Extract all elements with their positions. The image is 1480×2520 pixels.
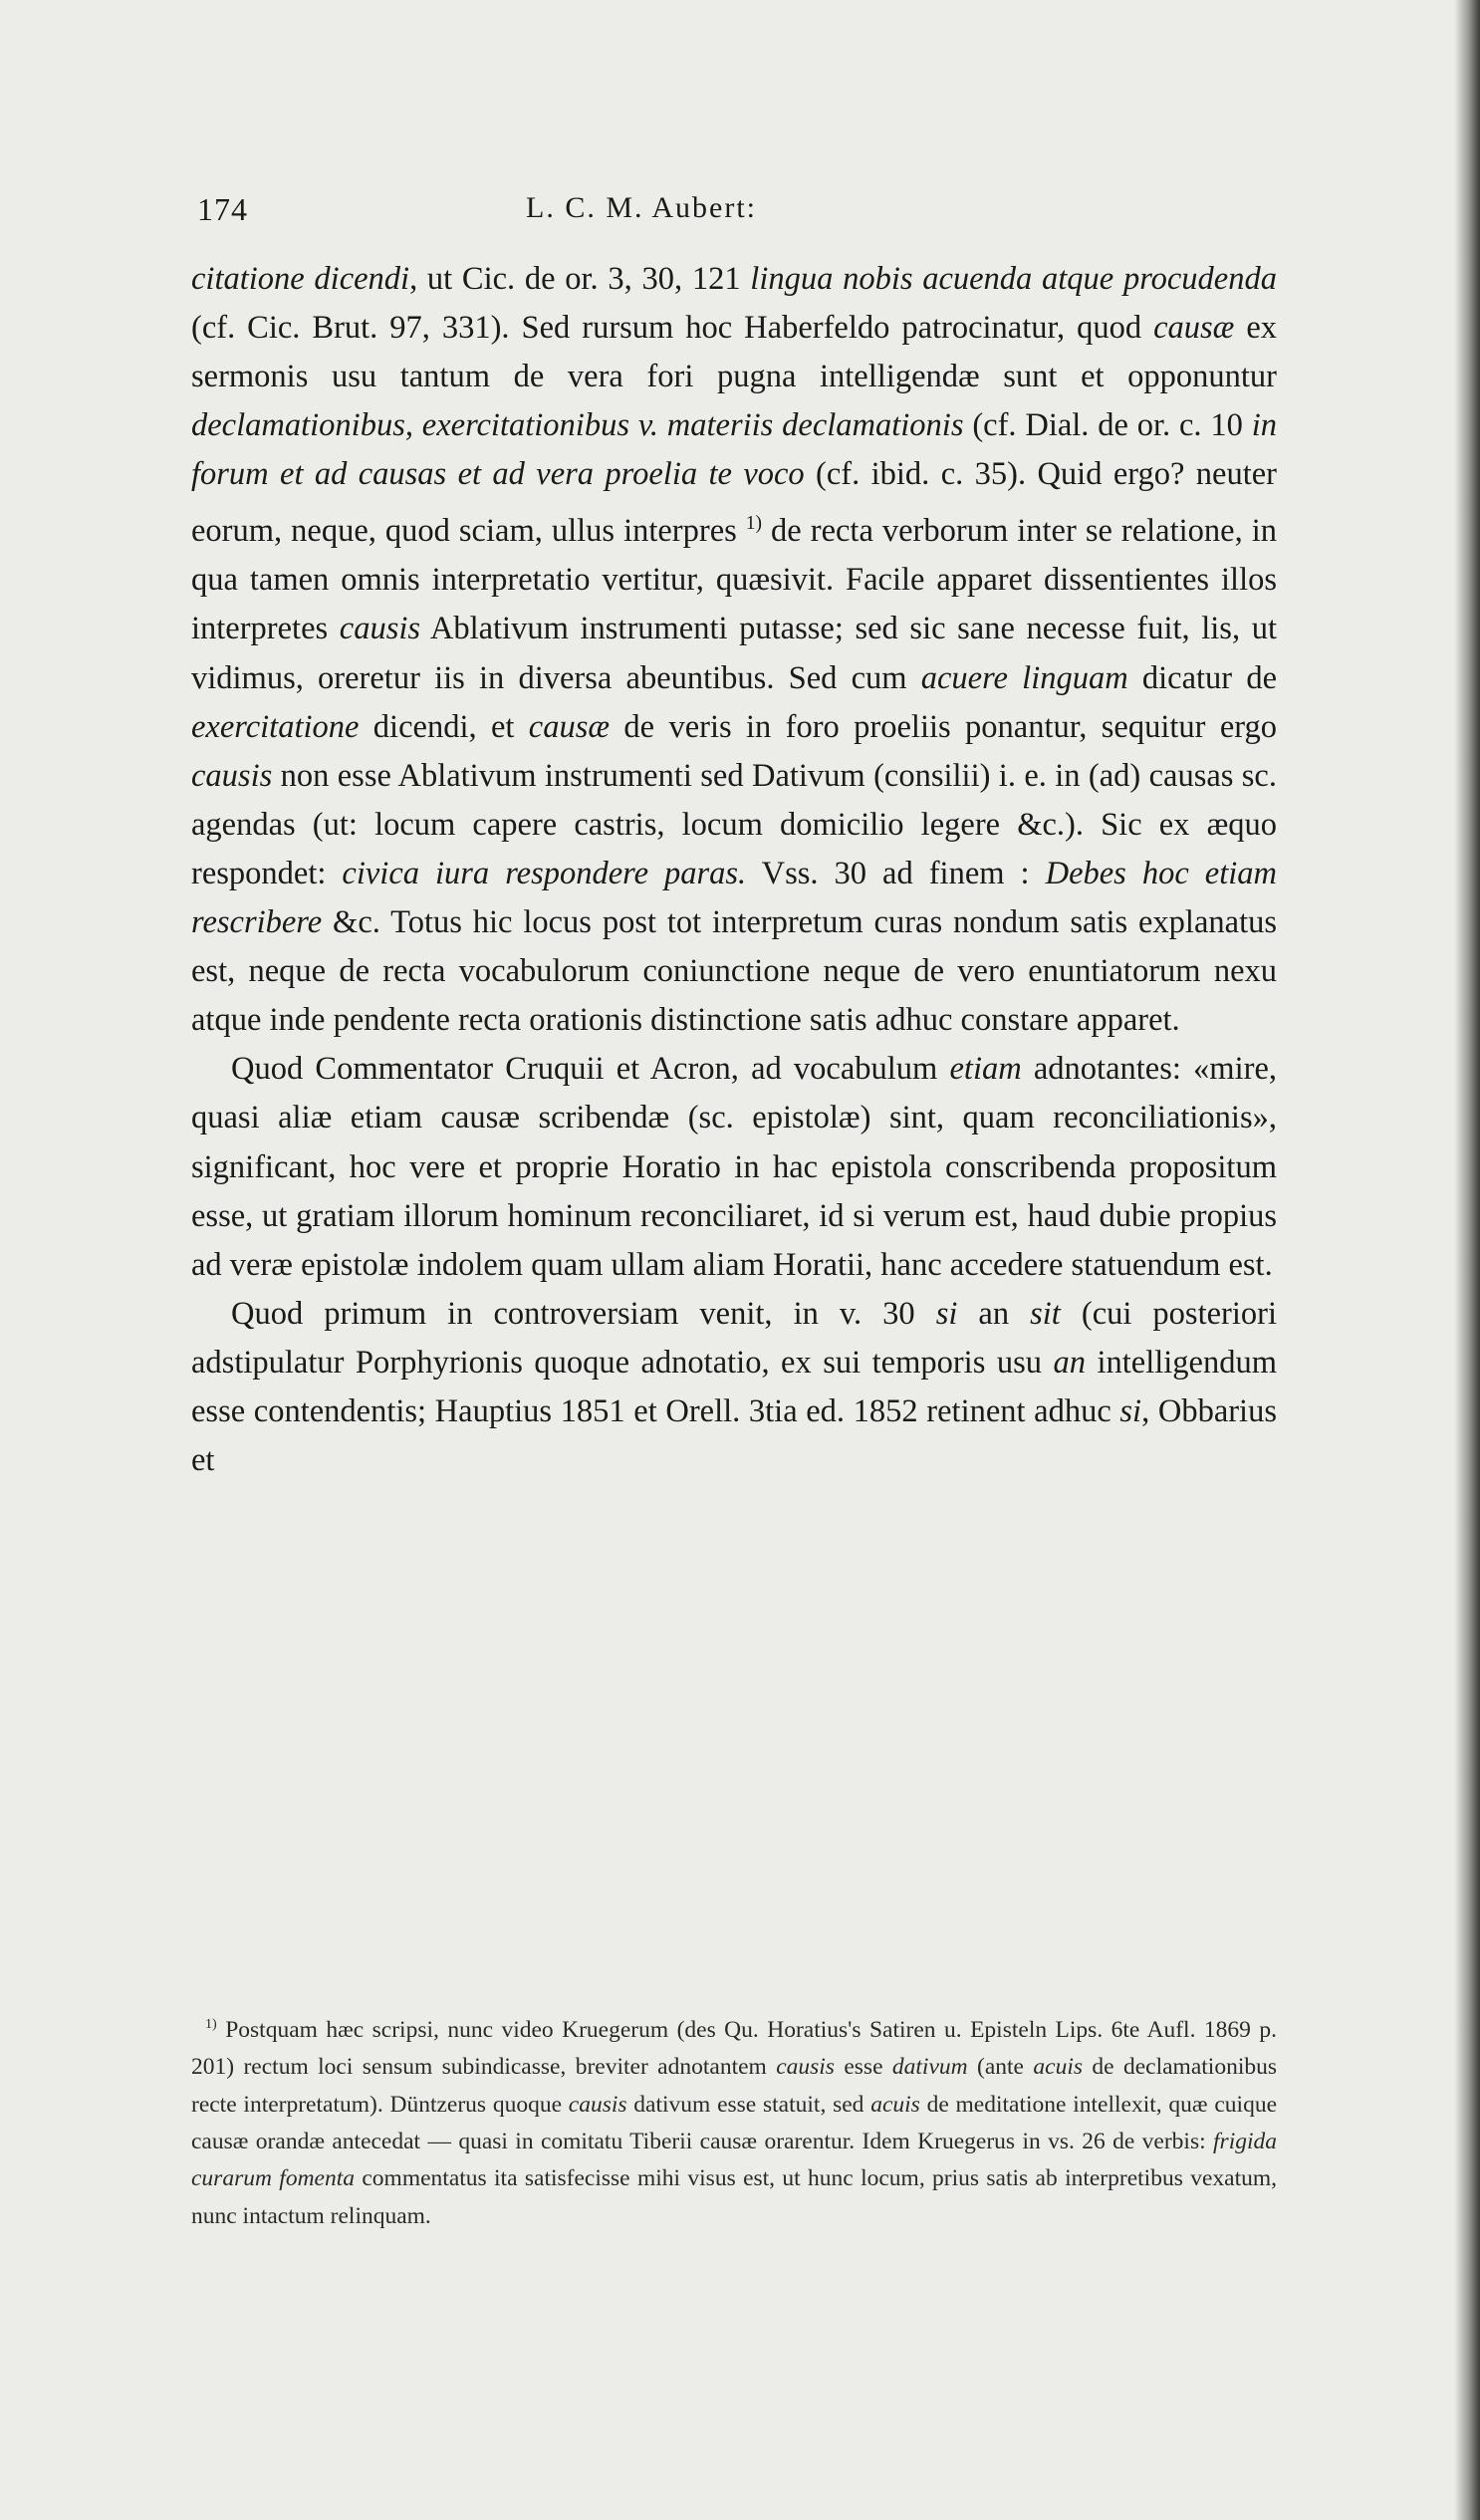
text-run: ex sermonis usu tantum de vera fori pugna intelligendæ sunt et opponuntur	[191, 310, 1277, 395]
italic-run: etiam	[949, 1051, 1022, 1088]
italic-run: causis	[568, 2091, 627, 2118]
italic-run: an	[1053, 1344, 1086, 1381]
text-run: an	[957, 1295, 1031, 1332]
italic-run: acuis	[1033, 2054, 1083, 2081]
italic-run: causis	[776, 2054, 835, 2081]
page-number: 174	[197, 191, 248, 227]
text-run: , ut Cic. de or. 3, 30, 121	[409, 261, 751, 297]
text-run: de recta verborum inter se relatione, in qua tamen omnis interpretatio vertitur, quæsivit. Facile apparet dissentientes illos interpretes	[191, 513, 1278, 647]
text-run: Vss. 30 ad finem :	[746, 855, 1046, 891]
italic-run: citatione dicendi	[191, 261, 410, 297]
italic-run: dativum	[891, 2054, 968, 2081]
italic-run: causæ	[528, 708, 611, 745]
text-run: dicendi, et	[359, 708, 529, 745]
text-run: adnotantes: «mire, quasi aliæ etiam causæ scribendæ (sc. epistolæ) sint, quam reconciliationis», significant, hoc vere et proprie Horatio in hac epistola conscribenda propositum esse, ut gratiam illorum hominum reconciliaret, id si verum est, haud dubie propius ad veræ epistolæ indolem quam ullam aliam Horatii, hanc accedere statuendum est.	[191, 1051, 1277, 1283]
text-run: Quod Commentator Cruquii et Acron, ad vocabulum	[231, 1051, 950, 1088]
italic-run: causæ	[1153, 310, 1235, 347]
italic-run: acuis	[870, 2091, 920, 2118]
text-run: Quod primum in controversiam venit, in v. 30	[231, 1295, 936, 1332]
italic-run: si	[935, 1295, 958, 1332]
italic-run: civica iura respondere paras.	[342, 855, 747, 891]
text-run: Postquam hæc scripsi, nunc video Kruegerum (des Qu. Horatius's Satiren u. Episteln Lips. 6te Aufl. 1869 p. 201) rectum loci sensum subindicasse, breviter adnotantem	[191, 2016, 1277, 2081]
italic-run: declamationibus, exercitationibus v. materiis declamationis	[191, 407, 964, 444]
text-run: dicatur de	[1127, 659, 1277, 696]
italic-run: exercitatione	[191, 708, 360, 745]
footnote-1	[191, 2006, 1277, 2235]
text-run: de veris in foro proeliis ponantur, sequitur ergo	[610, 708, 1277, 745]
text-run: commentatus ita satisfecisse mihi visus est, ut hunc locum, prius satis ab interpretibus vexatum, nunc intactum relinquam.	[191, 2165, 1277, 2229]
italic-run: acuere linguam	[920, 659, 1128, 696]
footnote-marker: 1)	[205, 2016, 217, 2032]
italic-run: frigida curarum fomenta	[191, 2129, 1277, 2192]
text-run: , Obbarius et	[191, 1392, 1277, 1479]
italic-run: causis	[191, 757, 273, 794]
page-header	[197, 191, 1472, 231]
text-run: dativum esse statuit, sed	[626, 2091, 871, 2118]
italic-run: sit	[1030, 1295, 1061, 1332]
italic-run: si	[1119, 1392, 1142, 1429]
paragraph-1	[191, 255, 1277, 1045]
paragraph-3	[191, 1290, 1277, 1485]
text-run: non esse Ablativum instrumenti sed Dativum (consilii) i. e. in (ad) causas sc. agendas (ut: locum capere castris, locum domicilio legere &c.). Sic ex æquo respondet:	[191, 757, 1277, 891]
text-run: (cf. ibid. c. 35). Quid ergo? neuter eorum, neque, quod sciam, ullus interpres	[191, 456, 1277, 550]
text-run: Ablativum instrumenti putasse; sed sic sane necesse fuit, lis, ut vidimus, oreretur iis in diversa abeuntibus. Sed cum	[191, 611, 1277, 696]
footnote-marker: 1)	[745, 513, 763, 535]
text-run: de declamationibus recte interpretatum). Düntzerus quoque	[191, 2054, 1277, 2118]
paragraph-2	[191, 1045, 1277, 1289]
running-head: L. C. M. Aubert:	[526, 191, 757, 224]
text-run: (cf. Cic. Brut. 97, 331). Sed rursum hoc Haberfeldo patrocinatur, quod	[191, 310, 1154, 347]
text-run: de meditatione intellexit, quæ cuique causæ orandæ antecedat — quasi in comitatu Tiberii causæ orarentur. Idem Kruegerus in vs. 26 de verbis:	[191, 2091, 1278, 2155]
italic-run: causis	[339, 611, 421, 647]
text-run: esse	[834, 2054, 892, 2081]
text-run: (cf. Dial. de or. c. 10	[963, 407, 1252, 444]
text-run: intelligendum esse contendentis; Hauptius 1851 et Orell. 3tia ed. 1852 retinent adhuc	[191, 1344, 1277, 1429]
italic-run: in forum et ad causas et ad vera proelia te voco	[191, 407, 1277, 493]
page-edge-shadow	[1454, 0, 1480, 2520]
text-run: &c. Totus hic locus post tot interpretum curas nondum satis explanatus est, neque de recta vocabulorum coniunctione neque de vero enuntiatorum nexu atque inde pendente recta orationis distinctione satis adhuc constare apparet.	[191, 904, 1277, 1039]
main-text	[191, 255, 1277, 1485]
italic-run: lingua nobis acuenda atque procudenda	[750, 261, 1277, 297]
italic-run: Debes hoc etiam rescribere	[191, 855, 1277, 941]
text-run: (cui posteriori adstipulatur Porphyrionis quoque adnotatio, ex sui temporis usu	[191, 1295, 1277, 1381]
text-run: (ante	[967, 2054, 1034, 2081]
